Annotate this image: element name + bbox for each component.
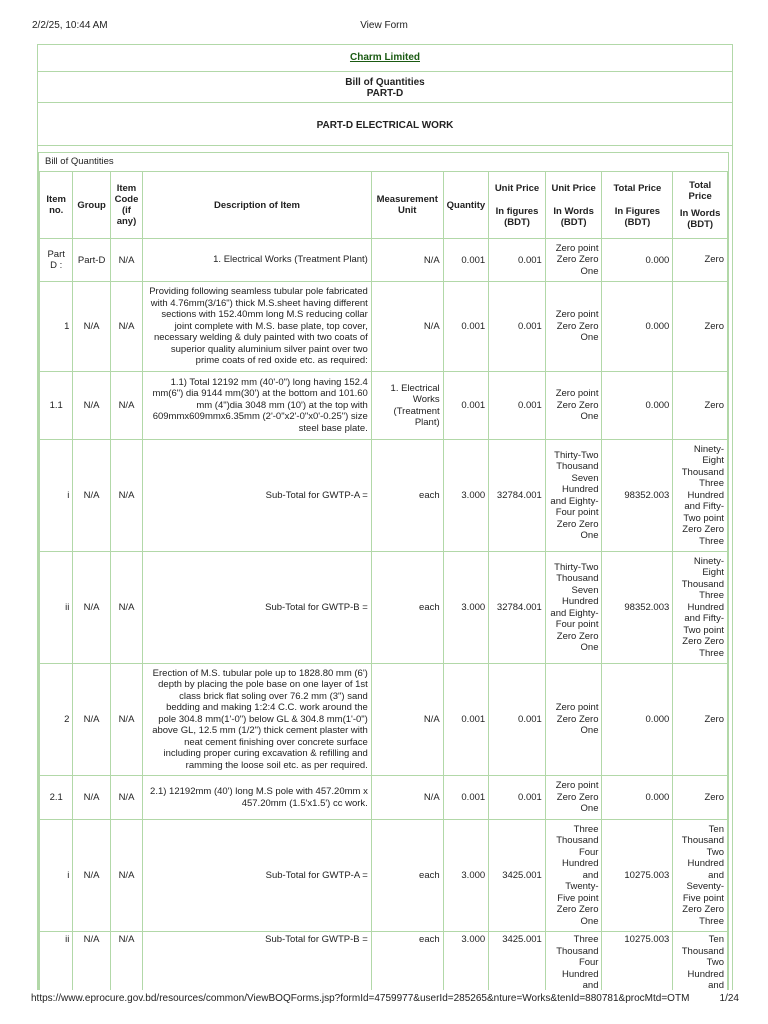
cell-item: 2 xyxy=(40,664,73,776)
print-title: View Form xyxy=(360,20,408,31)
cell-item: ii xyxy=(40,932,73,991)
table-row xyxy=(40,552,728,664)
table-caption: Bill of Quantities xyxy=(45,156,114,167)
cell-unit: N/A xyxy=(371,776,443,820)
col-total-price-words xyxy=(673,172,728,239)
table-row xyxy=(40,776,728,820)
cell-group: N/A xyxy=(73,552,110,664)
cell-code: N/A xyxy=(110,552,142,664)
cell-unit: each xyxy=(371,552,443,664)
cell-total-words: Zero xyxy=(673,372,728,440)
cell-description: 2.1) 12192mm (40') long M.S pole with 457.20mm x 457.20mm (1.5'x1.5') cc work. xyxy=(143,776,372,820)
cell-unit-price: 0.001 xyxy=(489,372,546,440)
boq-title: Bill of Quantities xyxy=(345,77,425,88)
cell-total: 0.000 xyxy=(602,664,673,776)
document-body xyxy=(37,44,733,990)
col-total-price-words-sub: In Words (BDT) xyxy=(679,208,721,230)
cell-total-words: Ninety-Eight Thousand Three Hundred and Fifty-Two point Zero Zero Three xyxy=(673,552,728,664)
col-unit: Measurement Unit xyxy=(371,172,443,239)
cell-unit: N/A xyxy=(371,239,443,282)
cell-unit-price-words: Three Thousand Four Hundred and xyxy=(545,932,602,991)
print-footer xyxy=(0,992,768,1012)
cell-group: N/A xyxy=(73,372,110,440)
cell-unit-price: 0.001 xyxy=(489,776,546,820)
col-description: Description of Item xyxy=(143,172,372,239)
cell-item: 1 xyxy=(40,282,73,372)
boq-title-row xyxy=(38,71,732,102)
boq-table xyxy=(39,171,728,990)
cell-quantity: 0.001 xyxy=(443,282,489,372)
col-total-price xyxy=(602,172,673,239)
cell-unit-price: 0.001 xyxy=(489,239,546,282)
cell-unit: each xyxy=(371,440,443,552)
cell-description: 1. Electrical Works (Treatment Plant) xyxy=(143,239,372,282)
cell-unit-price-words: Zero point Zero Zero One xyxy=(545,239,602,282)
table-row xyxy=(40,820,728,932)
form-header xyxy=(37,44,733,990)
cell-code: N/A xyxy=(110,239,142,282)
cell-group: N/A xyxy=(73,282,110,372)
cell-description: Sub-Total for GWTP-B = xyxy=(143,932,372,991)
col-item-code: Item Code (if any) xyxy=(110,172,142,239)
cell-group: N/A xyxy=(73,932,110,991)
col-group: Group xyxy=(73,172,110,239)
cell-item: 1.1 xyxy=(40,372,73,440)
cell-quantity: 0.001 xyxy=(443,372,489,440)
cell-quantity: 3.000 xyxy=(443,820,489,932)
cell-code: N/A xyxy=(110,664,142,776)
cell-code: N/A xyxy=(110,372,142,440)
cell-unit-price: 32784.001 xyxy=(489,552,546,664)
col-total-price-words-title: Total Price xyxy=(688,180,712,202)
company-link[interactable]: Charm Limited xyxy=(349,52,420,63)
table-header-row xyxy=(40,172,728,239)
cell-unit-price-words: Zero point Zero Zero One xyxy=(545,372,602,440)
cell-quantity: 0.001 xyxy=(443,776,489,820)
cell-unit-price: 0.001 xyxy=(489,664,546,776)
table-row xyxy=(40,282,728,372)
cell-item: Part D : xyxy=(40,239,73,282)
cell-unit-price: 3425.001 xyxy=(489,820,546,932)
table-row xyxy=(40,239,728,282)
cell-item: 2.1 xyxy=(40,776,73,820)
cell-quantity: 3.000 xyxy=(443,440,489,552)
cell-item: i xyxy=(40,820,73,932)
cell-group: N/A xyxy=(73,820,110,932)
cell-total: 0.000 xyxy=(602,776,673,820)
cell-total-words: Ten Thousand Two Hundred and Seventy-Five point Zero Zero Three xyxy=(673,820,728,932)
cell-unit-price: 0.001 xyxy=(489,282,546,372)
cell-group: N/A xyxy=(73,776,110,820)
col-unit-price-sub: In figures (BDT) xyxy=(495,205,539,228)
table-row xyxy=(40,664,728,776)
cell-total: 0.000 xyxy=(602,372,673,440)
cell-unit-price-words: Three Thousand Four Hundred and Twenty-Five point Zero Zero One xyxy=(545,820,602,932)
table-row xyxy=(40,440,728,552)
page-url: https://www.eprocure.gov.bd/resources/common/ViewBOQForms.jsp?formId=4759977&userId=285265&nture=Works&tenId=880781&procMtd=OTM xyxy=(31,993,690,1004)
cell-unit: N/A xyxy=(371,282,443,372)
col-unit-price-words-title: Unit Price xyxy=(551,182,596,194)
cell-quantity: 3.000 xyxy=(443,552,489,664)
cell-total-words: Zero xyxy=(673,776,728,820)
table-row xyxy=(40,932,728,991)
cell-total: 10275.003 xyxy=(602,820,673,932)
cell-unit: N/A xyxy=(371,664,443,776)
col-total-price-title: Total Price xyxy=(613,182,662,194)
col-quantity: Quantity xyxy=(443,172,489,239)
cell-unit-price-words: Thirty-Two Thousand Seven Hundred and Eighty-Four point Zero Zero One xyxy=(545,552,602,664)
cell-unit-price-words: Zero point Zero Zero One xyxy=(545,282,602,372)
cell-unit-price-words: Thirty-Two Thousand Seven Hundred and Eighty-Four point Zero Zero One xyxy=(545,440,602,552)
cell-description: Providing following seamless tubular pole fabricated with 4.76mm(3/16") thick M.S.sheet having different sections with 152.40mm long M.S reducing collar joint complete with M.S. base plate, top cover, necessary welding & duly painted with two coats of superior quality aluminium silver paint over two prime coats of red oxide etc. as required: xyxy=(143,282,372,372)
cell-total-words: Ninety-Eight Thousand Three Hundred and Fifty-Two point Zero Zero Three xyxy=(673,440,728,552)
cell-total: 10275.003 xyxy=(602,932,673,991)
cell-description: Erection of M.S. tubular pole up to 1828.80 mm (6') depth by placing the pole base on one layer of 1st class brick flat soling over 76.2 mm (3") sand bedding and making 1:2:4 C.C. work around the pole 304.8 mm(1'-0") below GL & 304.8 mm(1'-0") above GL, 12.5 mm (1/2") thick cement plaster with neat cement finishing over concrete surface including proper curing excavation & refilling and ramming the loose soil etc. as per required. xyxy=(143,664,372,776)
cell-group: Part-D xyxy=(73,239,110,282)
cell-group: N/A xyxy=(73,664,110,776)
cell-total: 0.000 xyxy=(602,239,673,282)
cell-unit-price: 32784.001 xyxy=(489,440,546,552)
cell-total-words: Ten Thousand Two Hundred and xyxy=(673,932,728,991)
cell-total-words: Zero xyxy=(673,239,728,282)
cell-unit: each xyxy=(371,932,443,991)
cell-unit: 1. Electrical Works (Treatment Plant) xyxy=(371,372,443,440)
page-number: 1/24 xyxy=(719,993,739,1004)
cell-unit-price-words: Zero point Zero Zero One xyxy=(545,664,602,776)
cell-total: 98352.003 xyxy=(602,440,673,552)
cell-total: 98352.003 xyxy=(602,552,673,664)
print-date: 2/2/25, 10:44 AM xyxy=(32,20,108,31)
cell-code: N/A xyxy=(110,932,142,991)
part-title: PART-D ELECTRICAL WORK xyxy=(316,120,454,131)
cell-code: N/A xyxy=(110,282,142,372)
company-row xyxy=(38,44,732,71)
cell-quantity: 0.001 xyxy=(443,664,489,776)
cell-description: 1.1) Total 12192 mm (40'-0") long having 152.4 mm(6") dia 9144 mm(30') at the bottom and 101.60 mm (4")dia 3048 mm (10') at the top with 609mmx609mmx6.35mm (2'-0"x2'-0"x0'-0.25") size steel base plate. xyxy=(143,372,372,440)
cell-unit-price-words: Zero point Zero Zero One xyxy=(545,776,602,820)
col-unit-price-words-sub: In Words (BDT) xyxy=(553,205,594,228)
cell-unit: each xyxy=(371,820,443,932)
cell-quantity: 0.001 xyxy=(443,239,489,282)
col-item-no: Item no. xyxy=(40,172,73,239)
col-unit-price xyxy=(489,172,546,239)
cell-description: Sub-Total for GWTP-B = xyxy=(143,552,372,664)
col-unit-price-words xyxy=(545,172,602,239)
cell-quantity: 3.000 xyxy=(443,932,489,991)
cell-code: N/A xyxy=(110,440,142,552)
cell-code: N/A xyxy=(110,776,142,820)
cell-code: N/A xyxy=(110,820,142,932)
cell-total-words: Zero xyxy=(673,664,728,776)
cell-description: Sub-Total for GWTP-A = xyxy=(143,440,372,552)
col-total-price-sub: In Figures (BDT) xyxy=(614,205,661,228)
cell-total: 0.000 xyxy=(602,282,673,372)
print-header xyxy=(0,0,768,48)
col-unit-price-title: Unit Price xyxy=(494,182,540,194)
table-row xyxy=(40,372,728,440)
cell-description: Sub-Total for GWTP-A = xyxy=(143,820,372,932)
cell-total-words: Zero xyxy=(673,282,728,372)
boq-part: PART-D xyxy=(366,88,404,99)
part-title-row xyxy=(38,102,732,146)
cell-item: ii xyxy=(40,552,73,664)
cell-item: i xyxy=(40,440,73,552)
cell-group: N/A xyxy=(73,440,110,552)
cell-unit-price: 3425.001 xyxy=(489,932,546,991)
boq-table-container xyxy=(38,152,729,990)
